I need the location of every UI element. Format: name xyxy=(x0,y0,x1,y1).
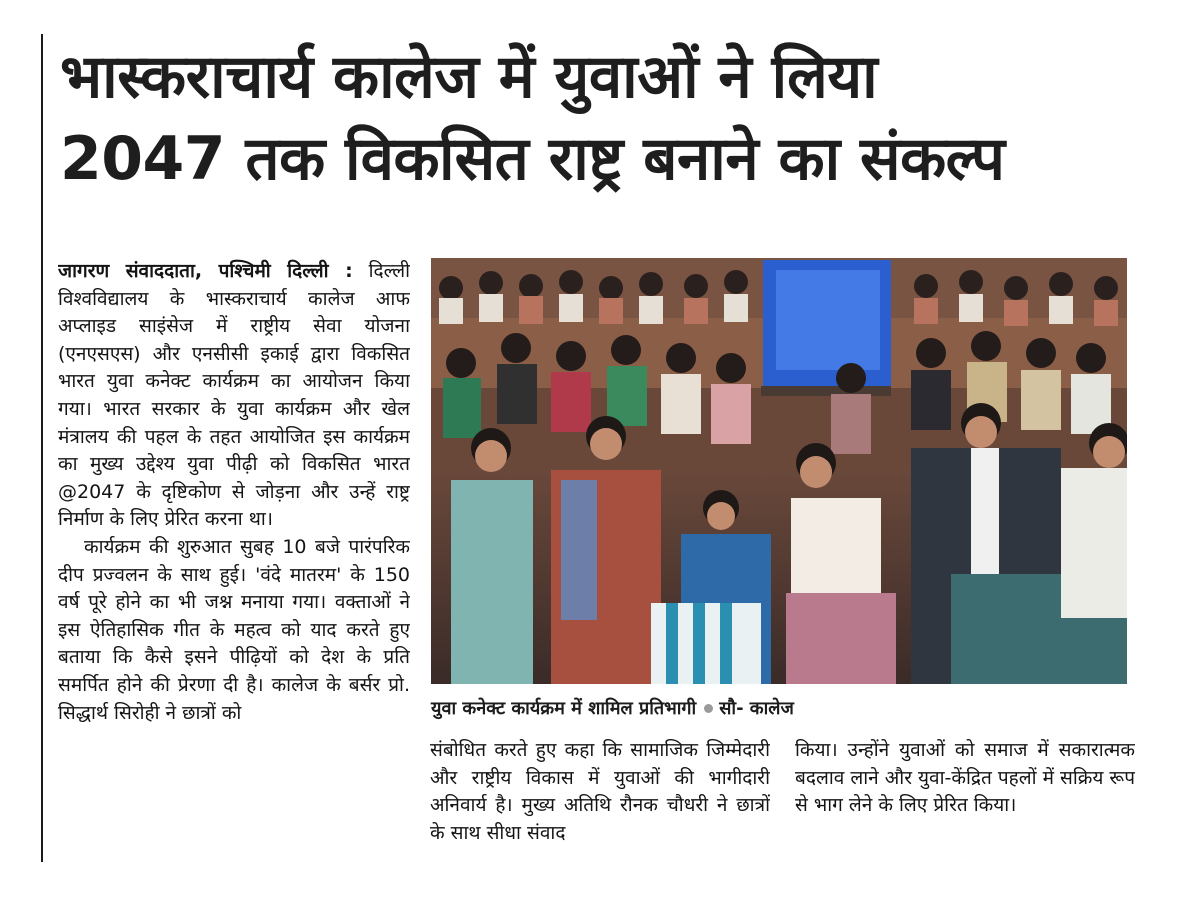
article-column-right xyxy=(795,737,1135,865)
photo-caption xyxy=(431,697,1131,721)
paragraph-1-text: दिल्ली विश्वविद्यालय के भास्कराचार्य कालेज आफ अप्लाइड साइंसेज में राष्ट्रीय सेवा योजना (एनएसएस) और एनसीसी इकाई द्वारा विकसित भारत युवा कनेक्ट कार्यक्रम का आयोजन किया गया। भारत सरकार के युवा कार्यक्रम और खेल मंत्रालय की पहल के तहत आयोजित इस कार्यक्रम का मुख्य उद्देश्य युवा पीढ़ी को विकसित भारत @2047 के दृष्टिकोण से जोड़ना और उन्हें राष्ट्र निर्माण के लिए प्रेरित करना था। xyxy=(58,260,410,531)
article-column-left xyxy=(58,258,410,864)
article-column-middle xyxy=(430,737,770,865)
bullet-dot-icon xyxy=(704,704,713,713)
column-rule xyxy=(41,34,43,862)
article-paragraph-4: किया। उन्होंने युवाओं को समाज में सकारात्मक बदलाव लाने और युवा-केंद्रित पहलों में सक्रिय रूप से भाग लेने के लिए प्रेरित किया। xyxy=(795,739,1135,817)
photo-credit: सौ- कालेज xyxy=(719,698,794,719)
headline xyxy=(60,36,1180,200)
article-paragraph-2: कार्यक्रम की शुरुआत सुबह 10 बजे पारंपरिक दीप प्रज्वलन के साथ हुई। 'वंदे मातरम' के 150 वर्ष पूरे होने का भी जश्न मनाया गया। वक्ताओं ने इस ऐतिहासिक गीत के महत्व को याद करते हुए बताया कि कैसे इसने पीढ़ियों को देश के प्रति समर्पित होने की प्रेरणा दी है। कालेज के बर्सर प्रो. सिद्धार्थ सिरोही ने छात्रों को xyxy=(58,535,410,724)
article-paragraph-3: संबोधित करते हुए कहा कि सामाजिक जिम्मेदारी और राष्ट्रीय विकास में युवाओं की भागीदारी अनिवार्य है। मुख्य अतिथि रौनक चौधरी ने छात्रों के साथ सीधा संवाद xyxy=(430,739,770,844)
headline-line-1: भास्कराचार्य कालेज में युवाओं ने लिया xyxy=(60,42,878,112)
caption-text: युवा कनेक्ट कार्यक्रम में शामिल प्रतिभागी xyxy=(431,698,697,719)
byline: जागरण संवाददाता, पश्चिमी दिल्ली : xyxy=(58,260,353,282)
event-photo xyxy=(431,258,1127,684)
audience-illustration xyxy=(431,258,1127,684)
headline-line-2: 2047 तक विकसित राष्ट्र बनाने का संकल्प xyxy=(60,124,1005,194)
article-paragraph-1 xyxy=(58,258,410,534)
